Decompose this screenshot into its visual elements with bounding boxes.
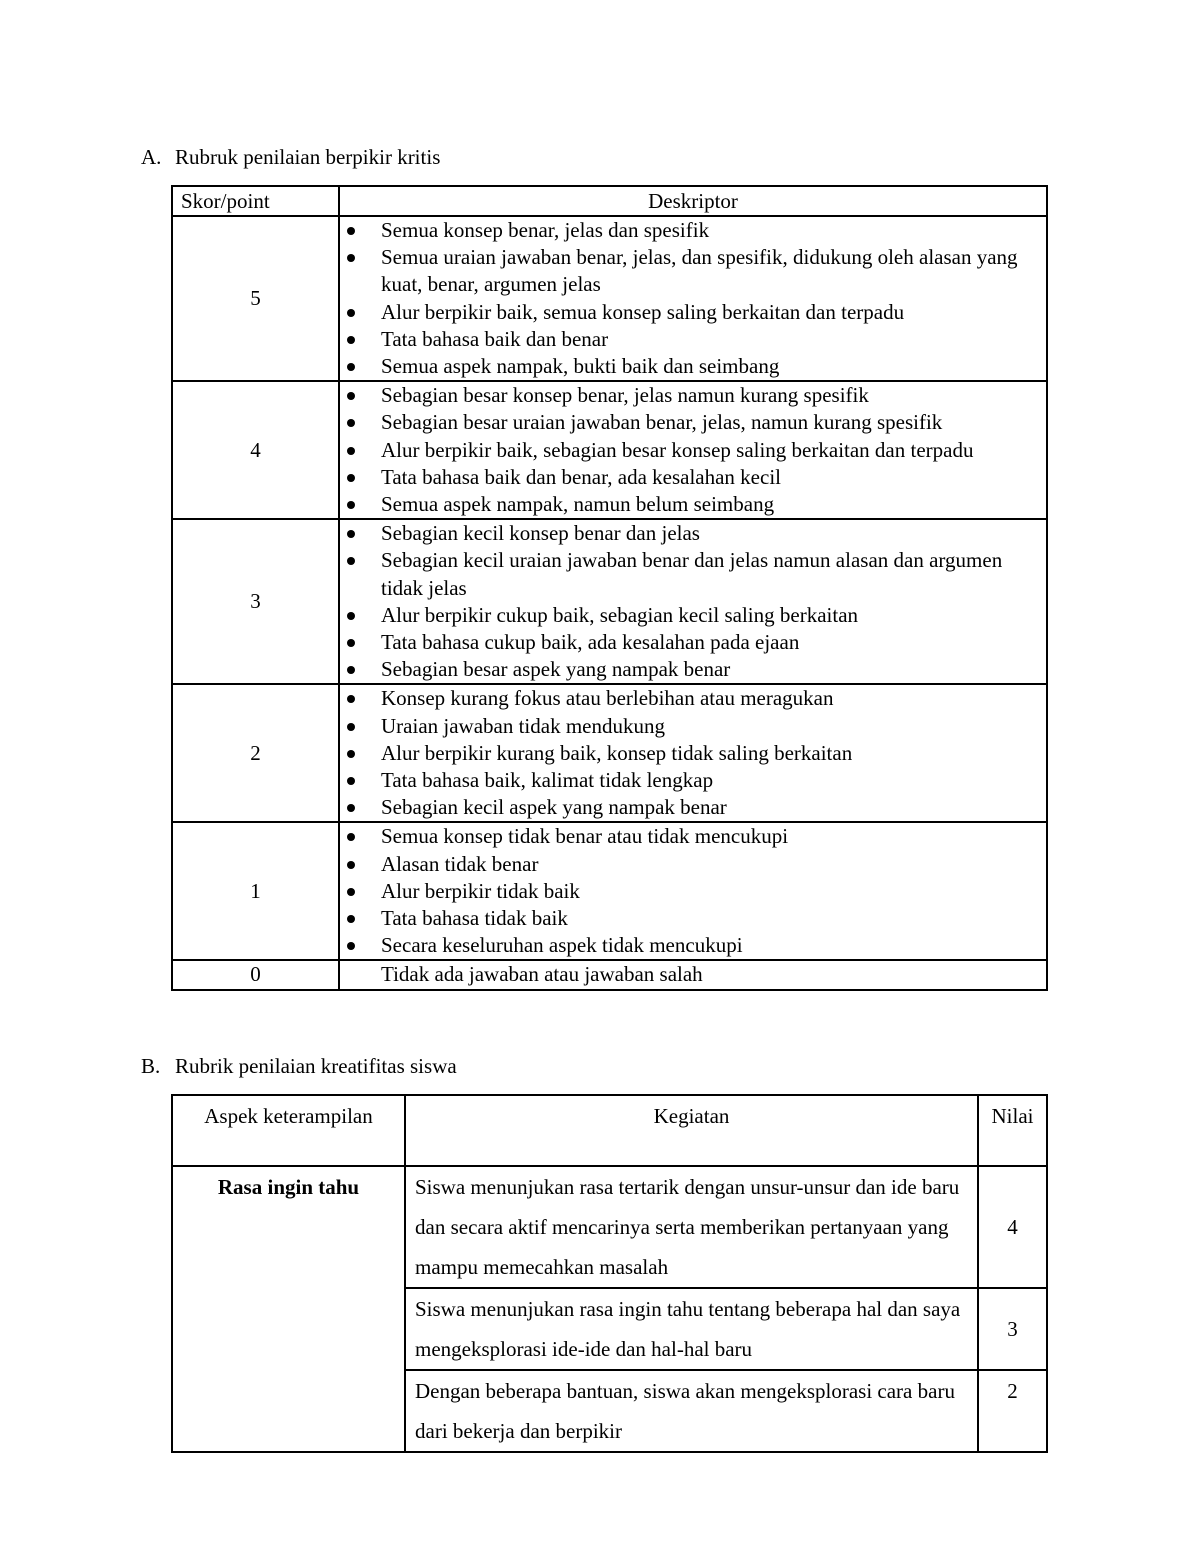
descriptor-cell	[339, 822, 1047, 960]
section-a-title: Rubruk penilaian berpikir kritis	[175, 145, 441, 169]
list-item: Semua aspek nampak, namun belum seimbang	[340, 491, 1046, 518]
value-cell: 3	[978, 1288, 1047, 1370]
descriptor-cell	[339, 519, 1047, 684]
list-item: Alur berpikir baik, semua konsep saling berkaitan dan terpadu	[340, 299, 1046, 326]
table-row	[172, 960, 1047, 989]
list-item: Sebagian kecil aspek yang nampak benar	[340, 794, 1046, 821]
list-item: Tata bahasa cukup baik, ada kesalahan pada ejaan	[340, 629, 1046, 656]
aspect-cell: Rasa ingin tahu	[172, 1166, 405, 1452]
score-cell: 1	[172, 822, 339, 960]
list-item: Tata bahasa baik dan benar	[340, 326, 1046, 353]
descriptor-cell	[339, 684, 1047, 822]
list-item: Alasan tidak benar	[340, 851, 1046, 878]
list-item: Sebagian besar uraian jawaban benar, jelas, namun kurang spesifik	[340, 409, 1046, 436]
list-item: Sebagian besar konsep benar, jelas namun kurang spesifik	[340, 382, 1046, 409]
list-item: Alur berpikir tidak baik	[340, 878, 1046, 905]
descriptor-cell	[339, 381, 1047, 519]
table-row	[172, 822, 1047, 960]
descriptor-list	[340, 823, 1046, 959]
list-item: Tata bahasa baik, kalimat tidak lengkap	[340, 767, 1046, 794]
descriptor-list	[340, 217, 1046, 380]
list-item: Tata bahasa tidak baik	[340, 905, 1046, 932]
list-item: Sebagian kecil uraian jawaban benar dan jelas namun alasan dan argumen tidak jelas	[340, 547, 1046, 601]
list-item: Uraian jawaban tidak mendukung	[340, 713, 1046, 740]
score-cell: 5	[172, 216, 339, 381]
descriptor-list	[340, 685, 1046, 821]
table-row	[172, 684, 1047, 822]
section-a-letter: A.	[141, 145, 162, 169]
score-cell: 3	[172, 519, 339, 684]
list-item: Semua aspek nampak, bukti baik dan seimbang	[340, 353, 1046, 380]
section-b-heading	[141, 1054, 457, 1078]
creativity-rubric-table	[171, 1094, 1048, 1453]
table-row	[172, 381, 1047, 519]
list-item: Alur berpikir baik, sebagian besar konsep saling berkaitan dan terpadu	[340, 437, 1046, 464]
table-header-row	[172, 186, 1047, 216]
table-header-row	[172, 1095, 1047, 1166]
list-item: Semua uraian jawaban benar, jelas, dan spesifik, didukung oleh alasan yang kuat, benar, argumen jelas	[340, 244, 1046, 298]
section-b-title: Rubrik penilaian kreatifitas siswa	[175, 1054, 457, 1078]
list-item: Tata bahasa baik dan benar, ada kesalahan kecil	[340, 464, 1046, 491]
activity-cell: Siswa menunjukan rasa ingin tahu tentang beberapa hal dan saya mengeksplorasi ide-ide dan hal-hal baru	[405, 1288, 978, 1370]
value-cell: 4	[978, 1166, 1047, 1288]
score-cell: 2	[172, 684, 339, 822]
descriptor-list	[340, 382, 1046, 518]
descriptor-cell	[339, 216, 1047, 381]
value-cell: 2	[978, 1370, 1047, 1452]
score-cell: 0	[172, 960, 339, 989]
section-b-letter: B.	[141, 1054, 161, 1078]
activity-header: Kegiatan	[405, 1095, 978, 1166]
activity-cell: Dengan beberapa bantuan, siswa akan mengeksplorasi cara baru dari bekerja dan berpikir	[405, 1370, 978, 1452]
list-item: Secara keseluruhan aspek tidak mencukupi	[340, 932, 1046, 959]
score-header: Skor/point	[172, 186, 339, 216]
table-row	[172, 216, 1047, 381]
list-item: Alur berpikir cukup baik, sebagian kecil saling berkaitan	[340, 602, 1046, 629]
list-item: Semua konsep tidak benar atau tidak mencukupi	[340, 823, 1046, 850]
critical-thinking-rubric-table	[171, 185, 1048, 991]
value-header: Nilai	[978, 1095, 1047, 1166]
score-cell: 4	[172, 381, 339, 519]
list-item: Alur berpikir kurang baik, konsep tidak saling berkaitan	[340, 740, 1046, 767]
descriptor-list	[340, 520, 1046, 683]
descriptor-cell: Tidak ada jawaban atau jawaban salah	[339, 960, 1047, 989]
list-item: Sebagian besar aspek yang nampak benar	[340, 656, 1046, 683]
list-item: Semua konsep benar, jelas dan spesifik	[340, 217, 1046, 244]
activity-cell: Siswa menunjukan rasa tertarik dengan unsur-unsur dan ide baru dan secara aktif mencarinya serta memberikan pertanyaan yang mampu memecahkan masalah	[405, 1166, 978, 1288]
list-item: Konsep kurang fokus atau berlebihan atau meragukan	[340, 685, 1046, 712]
table-row	[172, 1166, 1047, 1288]
table-row	[172, 519, 1047, 684]
section-a-heading	[141, 145, 440, 169]
list-item: Sebagian kecil konsep benar dan jelas	[340, 520, 1046, 547]
descriptor-header: Deskriptor	[339, 186, 1047, 216]
aspect-header: Aspek keterampilan	[172, 1095, 405, 1166]
